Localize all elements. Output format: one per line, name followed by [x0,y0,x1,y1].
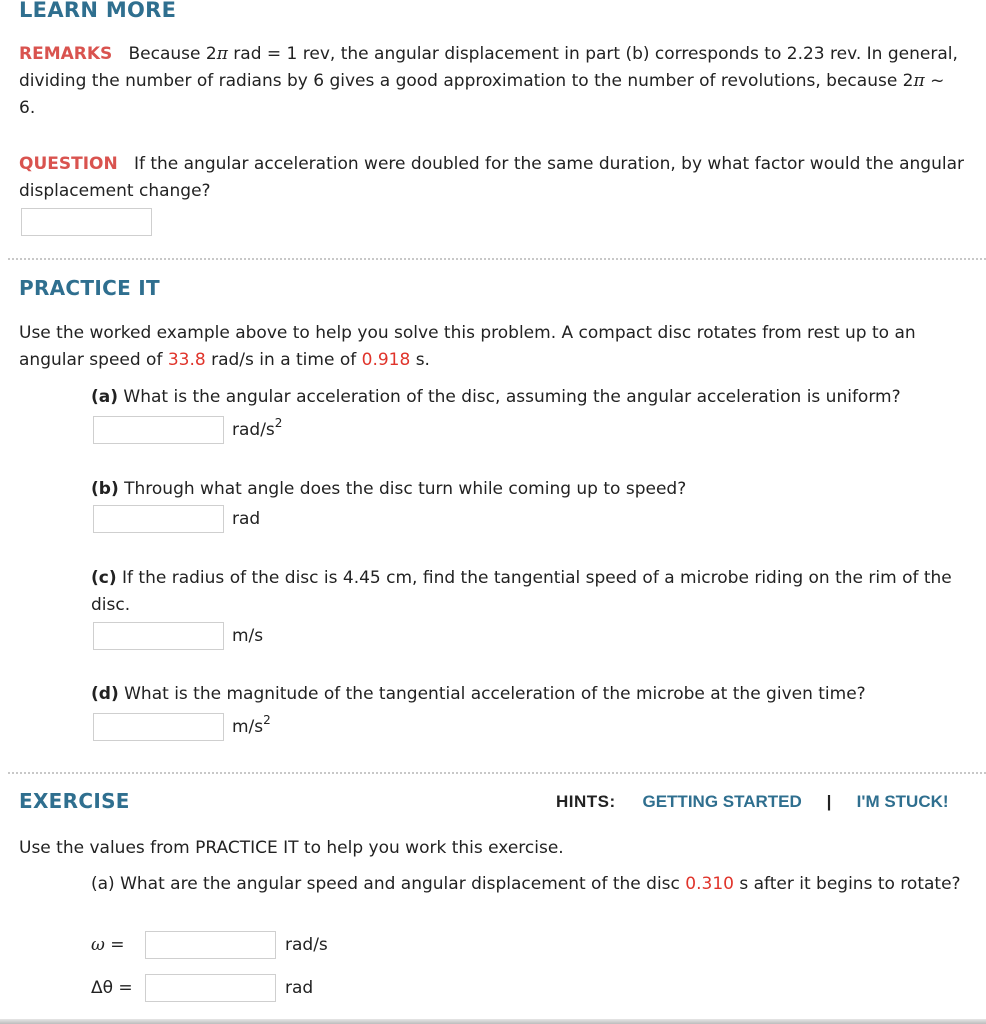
pi-symbol-2: π [913,71,925,91]
part-a-text: What is the angular acceleration of the disc, assuming the angular acceleration is uniform? [123,387,901,407]
speed-value: 33.8 [167,350,206,370]
part-a-unit-text: rad/s [232,420,275,440]
part-b-input[interactable] [93,505,224,533]
remarks-block [19,41,959,122]
exercise-heading: EXERCISE [19,789,130,813]
part-b-unit: rad [232,509,261,529]
omega-unit: rad/s [285,935,328,955]
exercise-part-a-text-1: (a) What are the angular speed and angular displacement of the disc [91,874,686,894]
part-a-input[interactable] [93,416,224,444]
part-a-question [91,384,971,411]
exercise-intro-text: Use the values from PRACTICE IT to help you work this exercise. [19,838,564,858]
exercise-part-a-text-2: s after it begins to rotate? [733,874,961,894]
remarks-text-end: ~ 6. [19,71,945,118]
part-d-input[interactable] [93,713,224,741]
part-d-unit-text: m/s [232,717,264,737]
remarks-text-before: Because 2 [128,44,217,64]
hints-label: HINTS: [556,792,616,811]
time-value: 0.918 [361,350,411,370]
exercise-part-a-question [91,871,961,898]
omega-label: ω = [91,935,125,955]
question-block [19,151,969,205]
practice-intro-text-3: s. [410,350,430,370]
omega-input[interactable] [145,931,276,959]
divider-2 [8,772,986,774]
part-c-label: (c) [91,568,117,588]
question-text: If the angular acceleration were doubled for the same duration, by what factor would the angular displacement change? [19,154,964,201]
part-d-label: (d) [91,684,119,704]
pi-symbol: π [216,44,228,64]
part-b-question [91,476,971,503]
part-d-unit [232,713,271,737]
question-label: QUESTION [19,154,118,174]
part-b-label: (b) [91,479,119,499]
part-d-unit-sup: 2 [263,713,271,728]
question-answer-input[interactable] [21,208,152,236]
practice-intro-text-2: rad/s in a time of [205,350,362,370]
part-c-question [91,565,976,619]
part-d-question [91,681,971,708]
practice-intro [19,320,974,374]
delta-theta-unit: rad [285,978,314,998]
bottom-edge [0,1019,986,1024]
hints-separator: | [826,792,832,811]
remarks-text-mid: rad = 1 rev, the angular displacement in part (b) corresponds to 2.23 rev. In general, dividing the number of radians by 6 gives a good approximation to the number of revolutions, because 2 [19,44,958,91]
practice-intro-text-1: Use the worked example above to help you solve this problem. A compact disc rotates from rest up to an angular speed of [19,323,916,370]
part-c-text: If the radius of the disc is 4.45 cm, find the tangential speed of a microbe riding on the rim of the disc. [91,568,952,615]
remarks-label: REMARKS [19,44,113,64]
part-d-text: What is the magnitude of the tangential acceleration of the microbe at the given time? [124,684,866,704]
delta-theta-input[interactable] [145,974,276,1002]
learn-more-heading: LEARN MORE [19,0,177,22]
im-stuck-link[interactable]: I'M STUCK! [856,792,949,811]
part-c-input[interactable] [93,622,224,650]
exercise-intro [19,835,564,862]
part-a-unit [232,416,283,440]
getting-started-link[interactable]: GETTING STARTED [642,792,802,811]
delta-theta-label: Δθ = [91,978,133,998]
hints-bar [556,792,949,812]
part-a-unit-sup: 2 [274,416,283,431]
part-a-label: (a) [91,387,119,407]
divider-1 [8,258,986,260]
exercise-time-value: 0.310 [685,874,734,894]
practice-heading: PRACTICE IT [19,276,160,300]
part-b-text: Through what angle does the disc turn while coming up to speed? [124,479,687,499]
part-c-unit: m/s [232,626,264,646]
